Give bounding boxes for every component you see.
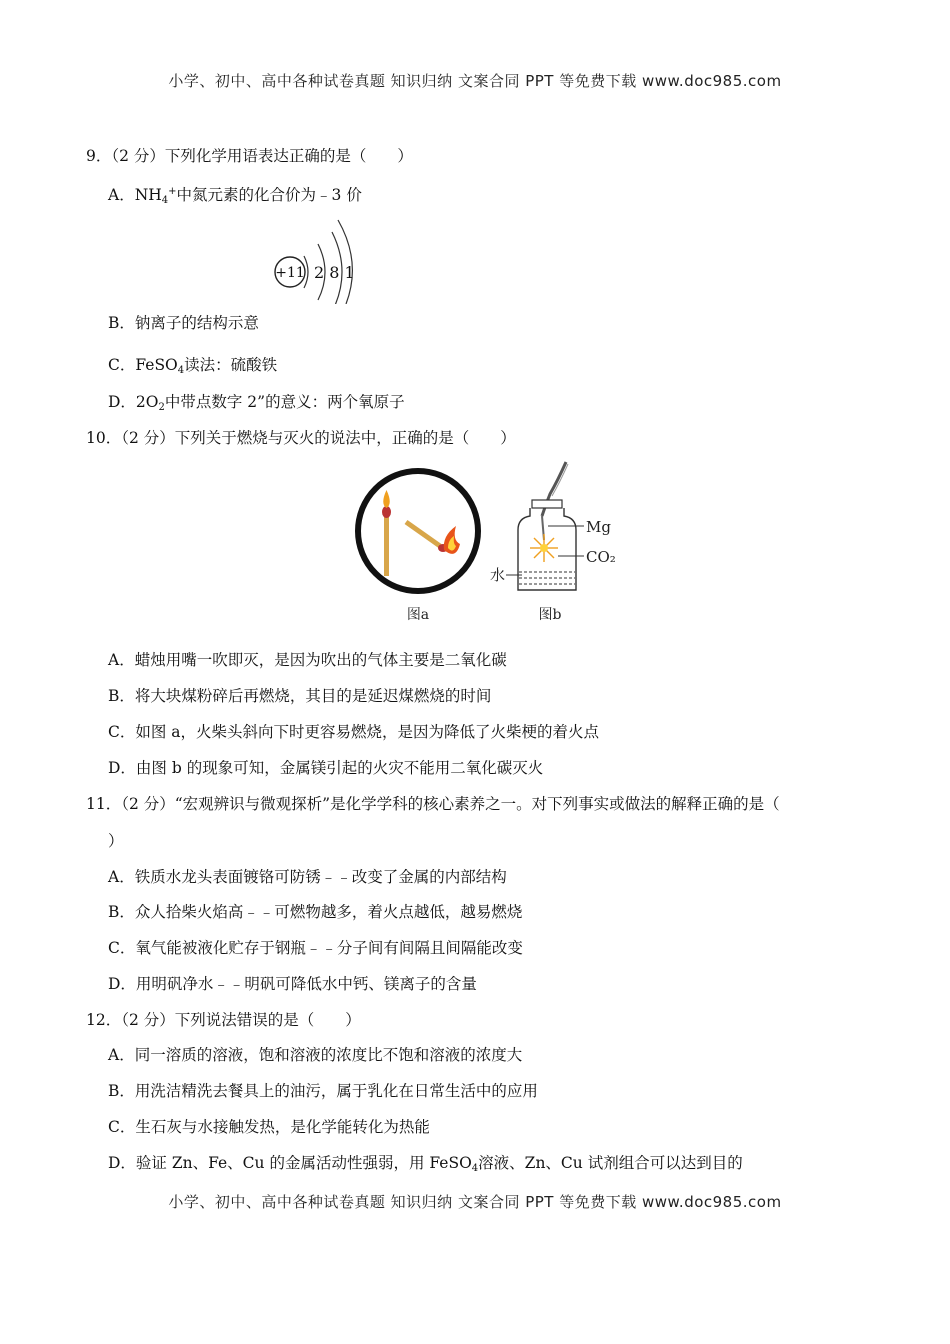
question-10-option-b: B．将大块煤粉碎后再燃烧，其目的是延迟煤燃烧的时间 [108,687,492,705]
electron-shells: 2 8 1 [314,263,355,282]
question-12-option-c: C．生石灰与水接触发热，是化学能转化为热能 [108,1118,430,1136]
page-header: 小学、初中、高中各种试卷真题 知识归纳 文案合同 PPT 等免费下载 www.doc985.com [168,72,782,90]
question-10-option-d: D．由图 b 的现象可知，金属镁引起的火灾不能用二氧化碳灭火 [108,759,544,777]
question-12-option-a: A．同一溶质的溶液，饱和溶液的浓度比不饱和溶液的浓度大 [108,1046,523,1064]
question-9-option-b: B．钠离子的结构示意 [108,314,259,332]
question-10-option-c: C．如图 a，火柴头斜向下时更容易燃烧，是因为降低了火柴梗的着火点 [108,723,600,741]
question-12-option-d: D．验证 Zn、Fe、Cu 的金属活动性强弱，用 FeSO$_4$溶液、Zn、Cu 试剂组合可以达到目的 [108,1154,743,1174]
sodium-atom-structure-diagram [266,214,362,304]
page-footer: 小学、初中、高中各种试卷真题 知识归纳 文案合同 PPT 等免费下载 www.doc985.com [168,1193,782,1211]
figure-a-match-burning [352,466,486,626]
question-11-stem: 11．（2 分）“宏观辨识与微观探析”是化学学科的核心素养之一。对下列事实或做法的解释正确的是（ [86,795,780,813]
question-11-option-c: C．氧气能被液化贮存于钢瓶﹣﹣分子间有间隔且间隔能改变 [108,939,523,957]
figure-b-mg-in-co2 [488,460,628,626]
question-10-option-a: A．蜡烛用嘴一吹即灭，是因为吹出的气体主要是二氧化碳 [108,651,507,669]
figure-a-caption: 图a [406,607,430,623]
question-12-option-b: B．用洗洁精洗去餐具上的油污，属于乳化在日常生活中的应用 [108,1082,538,1100]
nucleus-charge: +11 [275,265,305,281]
question-9-option-d: D．$2O_2$中带点数字 2”的意义：两个氧原子 [108,393,405,413]
question-11-option-b: B．众人拾柴火焰高﹣﹣可燃物越多，着火点越低，越易燃烧 [108,903,523,921]
question-9-option-c: C．FeSO$_4$读法：硫酸铁 [108,356,278,376]
question-9-option-a: A．$NH_4^+$中氮元素的化合价为﹣3 价 [108,186,362,206]
question-11-option-d: D．用明矾净水﹣﹣明矾可降低水中钙、镁离子的含量 [108,975,477,993]
figure-b-label-water: 水 [490,566,506,584]
question-12-stem: 12．（2 分）下列说法错误的是（ ） [86,1011,361,1029]
question-10-stem: 10．（2 分）下列关于燃烧与灭火的说法中，正确的是（ ） [86,429,516,447]
question-11-stem-continuation: ） [108,832,124,850]
question-11-option-a: A．铁质水龙头表面镀铬可防锈﹣﹣改变了金属的内部结构 [108,868,507,886]
question-9-stem: 9．（2 分）下列化学用语表达正确的是（ ） [86,147,413,165]
figure-b-label-mg: Mg [586,518,611,536]
figure-b-label-co2: CO₂ [586,548,616,566]
figure-b-caption: 图b [538,607,562,623]
